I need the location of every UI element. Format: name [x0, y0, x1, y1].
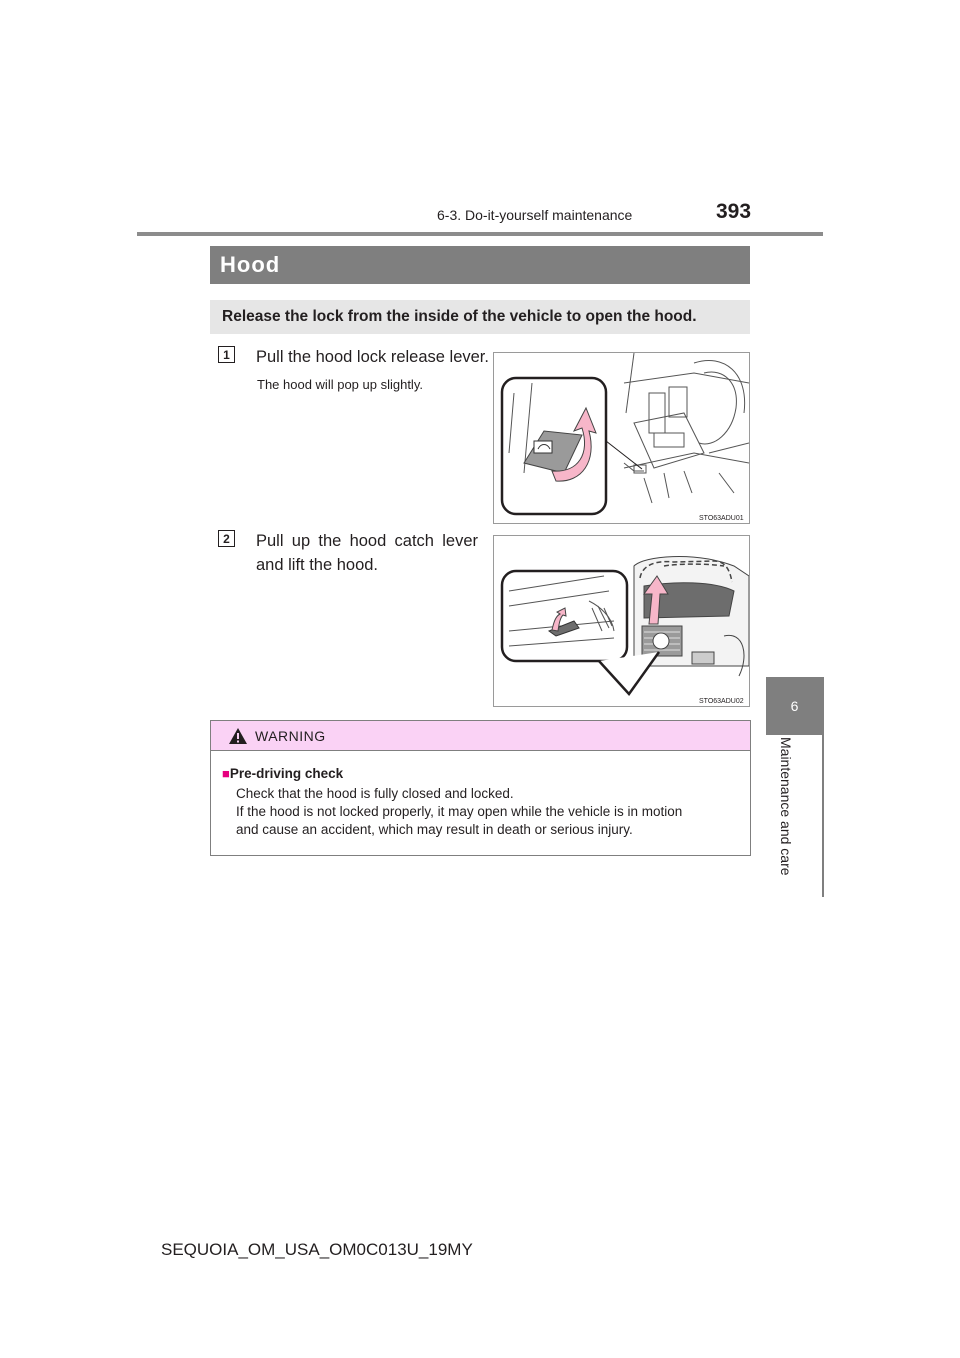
- warning-box: [210, 720, 751, 856]
- step-1-text: Pull the hood lock release lever.: [256, 348, 489, 366]
- warning-title-row: [222, 766, 343, 781]
- warning-body: [236, 785, 746, 839]
- hood-release-drawing: [494, 353, 749, 523]
- footer-document-id: SEQUOIA_OM_USA_OM0C013U_19MY: [161, 1240, 473, 1259]
- step-2-text-line2: and lift the hood.: [256, 556, 379, 574]
- warning-bullet: ■: [222, 766, 230, 781]
- warning-label: WARNING: [255, 728, 326, 744]
- warning-line-2: If the hood is not locked properly, it may open while the vehicle is in motion: [236, 804, 683, 819]
- illustration-1-code: STO63ADU01: [699, 515, 744, 522]
- warning-line-1: Check that the hood is fully closed and locked.: [236, 786, 514, 801]
- illustration-hood-release-lever: [493, 352, 750, 524]
- chapter-tab: [766, 735, 823, 895]
- illustration-2-code: STO63ADU02: [699, 698, 744, 705]
- intro-text: Release the lock from the inside of the vehicle to open the hood.: [222, 308, 697, 325]
- header-rule: [137, 232, 823, 236]
- chapter-tab-number: 6: [766, 677, 823, 735]
- section-title: Hood: [220, 252, 281, 277]
- chapter-tab-title: Maintenance and care: [778, 737, 794, 876]
- section-title-bar: [210, 246, 750, 284]
- hood-catch-drawing: [494, 536, 749, 706]
- step-1-note: The hood will pop up slightly.: [257, 377, 423, 392]
- step-2-badge: 2: [218, 530, 235, 547]
- chapter-tab-rule: [822, 677, 824, 897]
- step-1-badge: 1: [218, 346, 235, 363]
- warning-triangle-icon: [228, 727, 248, 745]
- page-number: 393: [716, 200, 752, 223]
- intro-box: [210, 300, 750, 334]
- warning-title: Pre-driving check: [229, 766, 344, 781]
- warning-line-3: and cause an accident, which may result in death or serious injury.: [236, 822, 633, 837]
- step-2-text-line1: Pull up the hood catch lever: [256, 532, 478, 550]
- illustration-hood-catch-lever: [493, 535, 750, 707]
- warning-header: [211, 721, 750, 751]
- running-header-section: 6-3. Do-it-yourself maintenance: [437, 207, 633, 223]
